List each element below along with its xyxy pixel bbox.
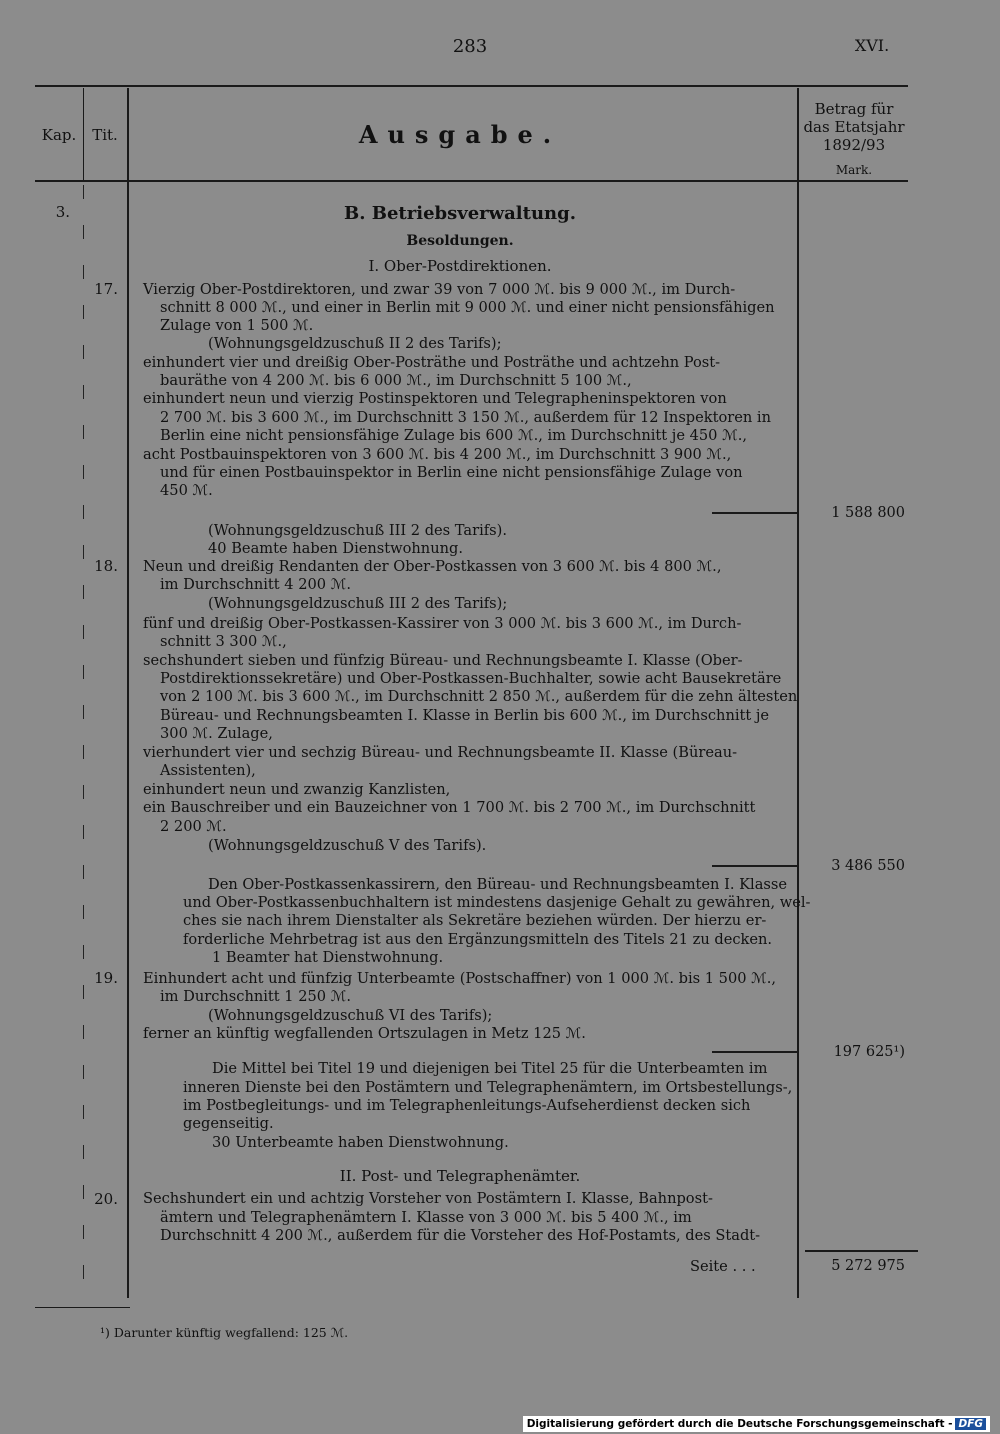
title-number-18: 18. xyxy=(94,557,118,575)
text-line: Die Mittel bei Titel 19 und diejenigen bei Titel 25 für die Unterbeamten im xyxy=(212,1060,768,1077)
amount-total: 5 272 975 xyxy=(831,1258,905,1274)
col-dash-kap xyxy=(83,185,84,1305)
title-number-20: 20. xyxy=(94,1190,118,1208)
text-line: vierhundert vier und sechzig Büreau- und Rechnungsbeamte II. Klasse (Büreau- xyxy=(143,744,738,761)
text-line: einhundert neun und vierzig Postinspektoren und Telegrapheninspektoren von xyxy=(143,390,727,407)
text-line: fünf und dreißig Ober-Postkassen-Kassirer von 3 000 ℳ. bis 3 600 ℳ., im Durch- xyxy=(143,615,742,632)
text-line: schnitt 3 300 ℳ., xyxy=(160,633,287,650)
title-number-19: 19. xyxy=(94,969,118,987)
text-line: (Wohnungsgeldzuschuß II 2 des Tarifs); xyxy=(208,335,502,352)
text-line: einhundert neun und zwanzig Kanzlisten, xyxy=(143,781,451,798)
amount-title-19: 197 625¹) xyxy=(833,1044,905,1060)
text-line: Assistenten), xyxy=(160,762,256,779)
text-line: (Wohnungsgeldzuschuß VI des Tarifs); xyxy=(208,1007,493,1024)
text-line: 2 200 ℳ. xyxy=(160,818,227,835)
col-divider-tit xyxy=(127,88,129,1298)
text-line: (Wohnungsgeldzuschuß III 2 des Tarifs); xyxy=(208,595,508,612)
text-line: im Postbegleitungs- und im Telegraphenleitungs-Aufseherdienst decken sich xyxy=(183,1097,751,1114)
text-line: Vierzig Ober-Postdirektoren, und zwar 39 von 7 000 ℳ. bis 9 000 ℳ., im Durch- xyxy=(143,281,736,298)
subtotal-rule xyxy=(712,512,797,514)
betrag-line-1: Betrag für xyxy=(814,100,894,118)
subtotal-rule xyxy=(712,865,797,867)
amount-title-18: 3 486 550 xyxy=(831,858,905,874)
dfg-logo: DFG xyxy=(955,1418,986,1430)
title-number-17: 17. xyxy=(94,280,118,298)
text-line: ein Bauschreiber und ein Bauzeichner von 1 700 ℳ. bis 2 700 ℳ., im Durchschnitt xyxy=(143,799,756,816)
credit-text: Digitalisierung gefördert durch die Deutsche Forschungsgemeinschaft - xyxy=(526,1418,953,1430)
text-line: von 2 100 ℳ. bis 3 600 ℳ., im Durchschnitt 2 850 ℳ., außerdem für die zehn ältesten xyxy=(160,688,798,705)
betrag-line-3: 1892/93 xyxy=(822,136,886,154)
text-line: Einhundert acht und fünfzig Unterbeamte (Postschaffner) von 1 000 ℳ. bis 1 500 ℳ., xyxy=(143,970,777,987)
text-line: Berlin eine nicht pensionsfähige Zulage bis 600 ℳ., im Durchschnitt je 450 ℳ., xyxy=(160,427,747,444)
top-rule xyxy=(35,85,908,87)
text-line: im Durchschnitt 1 250 ℳ. xyxy=(160,988,351,1005)
text-line: im Durchschnitt 4 200 ℳ. xyxy=(160,576,351,593)
footnote: ¹) Darunter künftig wegfallend: 125 ℳ. xyxy=(100,1325,349,1340)
text-line: 40 Beamte haben Dienstwohnung. xyxy=(208,540,463,557)
text-line: 1 Beamter hat Dienstwohnung. xyxy=(212,949,444,966)
col-header-mark: Mark. xyxy=(835,163,873,177)
total-rule xyxy=(805,1250,918,1252)
kap-number: 3. xyxy=(55,203,70,221)
text-line: 300 ℳ. Zulage, xyxy=(160,725,273,742)
text-line: inneren Dienste bei den Postämtern und Telegraphenämtern, im Ortsbestellungs-, xyxy=(183,1079,793,1096)
amount-title-17: 1 588 800 xyxy=(831,505,905,521)
text-line: 30 Unterbeamte haben Dienstwohnung. xyxy=(212,1134,509,1151)
digitization-credit xyxy=(523,1416,990,1432)
subtotal-rule xyxy=(712,1051,797,1053)
text-line: Zulage von 1 500 ℳ. xyxy=(160,317,314,334)
text-line: (Wohnungsgeldzuschuß III 2 des Tarifs). xyxy=(208,522,507,539)
text-line: Sechshundert ein und achtzig Vorsteher von Postämtern I. Klasse, Bahnpost- xyxy=(143,1190,713,1207)
text-line: gegenseitig. xyxy=(183,1115,274,1132)
text-line: ferner an künftig wegfallenden Ortszulagen in Metz 125 ℳ. xyxy=(143,1025,586,1042)
page-number: 283 xyxy=(452,36,488,57)
col-header-betrag xyxy=(800,100,908,154)
section-number: XVI. xyxy=(854,36,890,55)
text-line: (Wohnungsgeldzuschuß V des Tarifs). xyxy=(208,837,487,854)
footnote-rule xyxy=(35,1307,130,1308)
page-title: Ausgabe. xyxy=(358,120,562,149)
heading-part2: II. Post- und Telegraphenämter. xyxy=(339,1167,581,1185)
header-rule xyxy=(35,180,908,182)
text-line: Postdirektionssekretäre) und Ober-Postkassen-Buchhalter, sowie acht Bausekretäre xyxy=(160,670,782,687)
text-line: sechshundert sieben und fünfzig Büreau- und Rechnungsbeamte I. Klasse (Ober- xyxy=(143,652,743,669)
text-line: einhundert vier und dreißig Ober-Posträthe und Posträthe und achtzehn Post- xyxy=(143,354,721,371)
text-line: Durchschnitt 4 200 ℳ., außerdem für die Vorsteher des Hof-Postamts, des Stadt- xyxy=(160,1227,761,1244)
betrag-line-2: das Etatsjahr xyxy=(803,118,905,136)
text-line: acht Postbauinspektoren von 3 600 ℳ. bis 4 200 ℳ., im Durchschnitt 3 900 ℳ., xyxy=(143,446,732,463)
text-line: 2 700 ℳ. bis 3 600 ℳ., im Durchschnitt 3 150 ℳ., außerdem für 12 Inspektoren in xyxy=(160,409,771,426)
heading-part1: I. Ober-Postdirektionen. xyxy=(368,257,552,275)
text-line: Büreau- und Rechnungsbeamten I. Klasse in Berlin bis 600 ℳ., im Durchschnitt je xyxy=(160,707,770,724)
text-line: Den Ober-Postkassenkassirern, den Büreau- und Rechnungsbeamten I. Klasse xyxy=(208,876,788,893)
heading-main: B. Betriebsverwaltung. xyxy=(344,203,576,224)
text-line: ches sie nach ihrem Dienstalter als Sekretäre beziehen würden. Der hierzu er- xyxy=(183,912,767,929)
text-line: und Ober-Postkassenbuchhaltern ist mindestens dasjenige Gehalt zu gewähren, wel- xyxy=(183,894,811,911)
heading-sub: Besoldungen. xyxy=(406,233,514,249)
text-line: ämtern und Telegraphenämtern I. Klasse von 3 000 ℳ. bis 5 400 ℳ., im xyxy=(160,1209,692,1226)
text-line: und für einen Postbauinspektor in Berlin eine nicht pensionsfähige Zulage von xyxy=(160,464,743,481)
text-line: 450 ℳ. xyxy=(160,482,213,499)
text-line: bauräthe von 4 200 ℳ. bis 6 000 ℳ., im Durchschnitt 5 100 ℳ., xyxy=(160,372,632,389)
col-header-kap: Kap. xyxy=(41,126,77,144)
text-line: schnitt 8 000 ℳ., und einer in Berlin mit 9 000 ℳ. und einer nicht pensionsfähigen xyxy=(160,299,775,316)
col-header-tit: Tit. xyxy=(92,126,118,144)
text-line: Neun und dreißig Rendanten der Ober-Postkassen von 3 600 ℳ. bis 4 800 ℳ., xyxy=(143,558,722,575)
text-line: forderliche Mehrbetrag ist aus den Ergänzungsmitteln des Titels 21 zu decken. xyxy=(183,931,773,948)
seite-label: Seite . . . xyxy=(690,1258,756,1275)
